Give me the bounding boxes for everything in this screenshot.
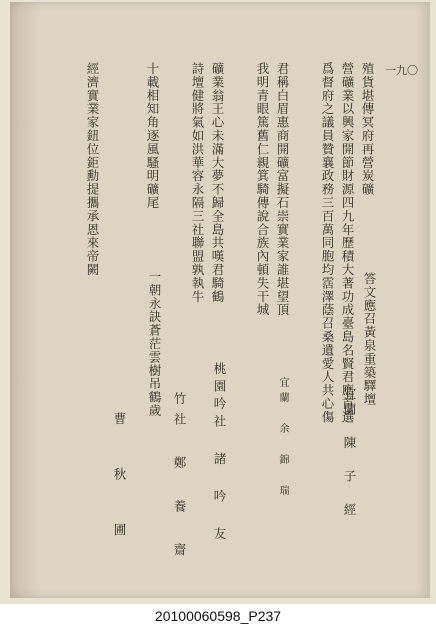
poem-3-line-2: 詩壇健將氣如洪華容永隔三社聯盟孰執牛 <box>190 62 205 304</box>
poem-3-line-1: 礦業翁王心未滿大夢不歸全島共嘆君騎鶴 <box>210 62 225 304</box>
poem-5-line-1: 經濟實業家鈕位鉅勳提攜承恩來帝闕 <box>85 62 100 277</box>
poem-3-author: 桃園吟社 諸 吟 友 <box>212 362 227 545</box>
poem-2-author: 宜蘭 余 錦 瑞 <box>277 377 288 500</box>
poem-4-line-2: 一朝永訣蒼茫雲樹吊鶴歲 <box>147 270 162 418</box>
poem-4-author: 竹社 鄭 養 齋 <box>172 392 187 564</box>
poem-5-author: 曹 秋 圃 <box>112 412 127 550</box>
poem-1-title: 殖貨堪傳冥府再營炭礦 <box>360 62 375 196</box>
poem-1-line-1: 營礦業以興家開節財源四九年歷積大著功成臺島名賢君應首選 <box>340 62 355 424</box>
poem-2-line-1: 君稱白眉惠商開礦富擬石崇實業家誰堪望頂 <box>275 62 290 317</box>
page-number: 一九〇 <box>385 64 418 77</box>
poem-4-line-1: 十載相知角逐風騷明礦尾 <box>145 62 160 210</box>
poem-1-line-2: 爲督府之議員贊襄政務三百萬同胞均霑澤蔭召桑遺愛人共心傷 <box>320 62 335 424</box>
poem-1-author: 宜蘭 陳 子 經 <box>342 387 357 519</box>
book-page <box>10 2 430 598</box>
poem-2-line-2: 我明青眼篤舊仁親箕騎傳說合族內頓失干城 <box>255 62 270 317</box>
image-caption: 20100060598_P237 <box>154 608 282 624</box>
poem-1-subtitle: 答文應召黃泉重築驛壇 <box>362 272 377 406</box>
